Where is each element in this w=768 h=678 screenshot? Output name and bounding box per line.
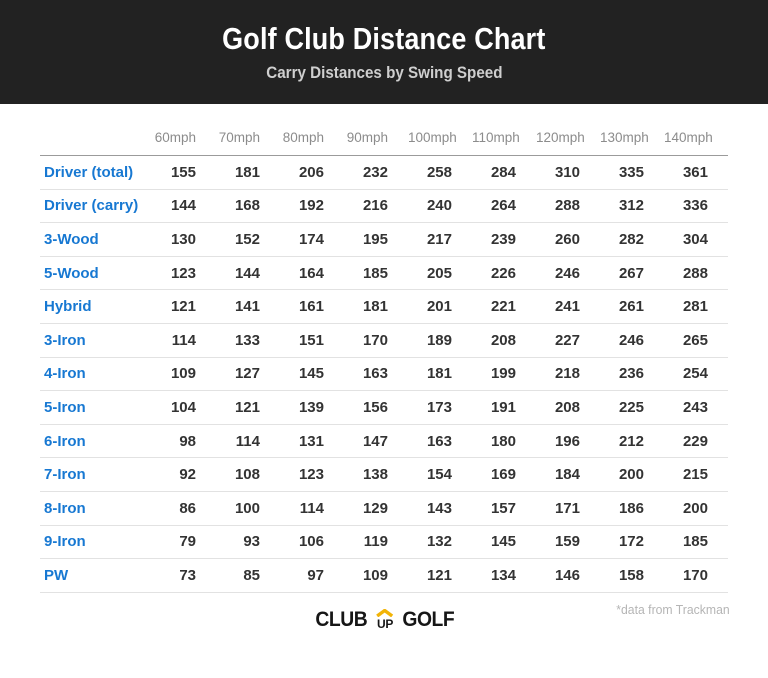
distance-value: 239: [472, 223, 536, 257]
distance-value: 131: [280, 424, 344, 458]
distance-value: 288: [536, 189, 600, 223]
distance-value: 312: [600, 189, 664, 223]
distance-value: 141: [216, 290, 280, 324]
distance-value: 133: [216, 323, 280, 357]
page-title: Golf Club Distance Chart: [222, 21, 546, 56]
distance-value: 225: [600, 391, 664, 425]
table-row: [40, 290, 728, 324]
distance-value: 164: [280, 256, 344, 290]
distance-value: 217: [408, 223, 472, 257]
distance-value: 123: [152, 256, 216, 290]
distance-value: 171: [536, 491, 600, 525]
club-name: 4-Iron: [40, 357, 152, 391]
distance-value: 121: [216, 391, 280, 425]
distance-value: 146: [536, 559, 600, 593]
distance-value: 212: [600, 424, 664, 458]
distance-value: 335: [600, 156, 664, 190]
distance-value: 144: [216, 256, 280, 290]
distance-value: 221: [472, 290, 536, 324]
distance-value: 129: [344, 491, 408, 525]
table-row: [40, 357, 728, 391]
club-name: Driver (carry): [40, 189, 152, 223]
distance-value: 267: [600, 256, 664, 290]
distance-value: 169: [472, 458, 536, 492]
distance-value: 205: [408, 256, 472, 290]
distance-value: 130: [152, 223, 216, 257]
distance-value: 108: [216, 458, 280, 492]
distance-value: 151: [280, 323, 344, 357]
distance-value: 170: [344, 323, 408, 357]
distance-value: 206: [280, 156, 344, 190]
speed-header-140mph: 140mph: [664, 124, 728, 156]
distance-value: 189: [408, 323, 472, 357]
distance-value: 218: [536, 357, 600, 391]
distance-value: 97: [280, 559, 344, 593]
distance-value: 310: [536, 156, 600, 190]
distance-value: 157: [472, 491, 536, 525]
distance-value: 184: [536, 458, 600, 492]
distance-value: 240: [408, 189, 472, 223]
table-row: [40, 559, 728, 593]
distance-value: 121: [152, 290, 216, 324]
distance-table: [40, 124, 728, 593]
distance-value: 261: [600, 290, 664, 324]
page-subtitle: Carry Distances by Swing Speed: [265, 64, 503, 82]
table-row: [40, 156, 728, 190]
table-row: [40, 223, 728, 257]
distance-value: 145: [280, 357, 344, 391]
distance-value: 336: [664, 189, 728, 223]
distance-value: 180: [472, 424, 536, 458]
distance-value: 144: [152, 189, 216, 223]
club-name: 5-Wood: [40, 256, 152, 290]
distance-value: 254: [664, 357, 728, 391]
distance-value: 168: [216, 189, 280, 223]
distance-value: 79: [152, 525, 216, 559]
distance-value: 246: [536, 256, 600, 290]
distance-value: 85: [216, 559, 280, 593]
distance-value: 241: [536, 290, 600, 324]
distance-value: 154: [408, 458, 472, 492]
speed-header-80mph: 80mph: [280, 124, 344, 156]
distance-value: 109: [344, 559, 408, 593]
club-name: Hybrid: [40, 290, 152, 324]
header-row: [40, 124, 728, 156]
distance-value: 163: [408, 424, 472, 458]
club-name: 3-Iron: [40, 323, 152, 357]
distance-value: 93: [216, 525, 280, 559]
distance-value: 282: [600, 223, 664, 257]
speed-header-130mph: 130mph: [600, 124, 664, 156]
table-row: [40, 189, 728, 223]
distance-value: 227: [536, 323, 600, 357]
logo-up-group: [376, 609, 395, 631]
distance-value: 185: [344, 256, 408, 290]
distance-value: 73: [152, 559, 216, 593]
club-name: 9-Iron: [40, 525, 152, 559]
footer: [40, 593, 730, 663]
club-name: PW: [40, 559, 152, 593]
distance-value: 155: [152, 156, 216, 190]
distance-value: 161: [280, 290, 344, 324]
distance-value: 200: [600, 458, 664, 492]
speed-header-90mph: 90mph: [344, 124, 408, 156]
distance-value: 196: [536, 424, 600, 458]
distance-value: 100: [216, 491, 280, 525]
distance-value: 246: [600, 323, 664, 357]
distance-value: 114: [152, 323, 216, 357]
distance-value: 132: [408, 525, 472, 559]
distance-table-wrap: [40, 124, 728, 593]
distance-value: 258: [408, 156, 472, 190]
distance-value: 181: [408, 357, 472, 391]
logo-up-text: UP: [376, 616, 394, 631]
speed-header-row: [40, 124, 728, 156]
distance-value: 156: [344, 391, 408, 425]
distance-value: 159: [536, 525, 600, 559]
distance-value: 143: [408, 491, 472, 525]
distance-value: 98: [152, 424, 216, 458]
distance-value: 201: [408, 290, 472, 324]
distance-value: 288: [664, 256, 728, 290]
distance-value: 284: [472, 156, 536, 190]
distance-value: 216: [344, 189, 408, 223]
distance-value: 236: [600, 357, 664, 391]
distance-value: 232: [344, 156, 408, 190]
distance-value: 170: [664, 559, 728, 593]
distance-value: 304: [664, 223, 728, 257]
distance-value: 158: [600, 559, 664, 593]
header-banner: [0, 0, 768, 104]
table-row: [40, 458, 728, 492]
club-name: 8-Iron: [40, 491, 152, 525]
distance-value: 123: [280, 458, 344, 492]
distance-value: 186: [600, 491, 664, 525]
table-row: [40, 525, 728, 559]
speed-header-100mph: 100mph: [408, 124, 472, 156]
distance-value: 163: [344, 357, 408, 391]
distance-value: 147: [344, 424, 408, 458]
club-up-golf-logo: [313, 609, 457, 631]
distance-value: 208: [472, 323, 536, 357]
distance-value: 134: [472, 559, 536, 593]
distance-value: 172: [600, 525, 664, 559]
club-column-header: [40, 124, 152, 156]
club-name: 3-Wood: [40, 223, 152, 257]
club-rows: [40, 156, 728, 593]
distance-value: 145: [472, 525, 536, 559]
distance-value: 215: [664, 458, 728, 492]
distance-value: 174: [280, 223, 344, 257]
distance-value: 121: [408, 559, 472, 593]
club-name: 7-Iron: [40, 458, 152, 492]
distance-value: 86: [152, 491, 216, 525]
data-source-note: *data from Trackman: [616, 601, 730, 617]
speed-header-70mph: 70mph: [216, 124, 280, 156]
distance-value: 104: [152, 391, 216, 425]
distance-value: 191: [472, 391, 536, 425]
distance-value: 229: [664, 424, 728, 458]
chevron-up-icon: [376, 609, 395, 617]
logo-golf-text: GOLF: [402, 608, 455, 632]
distance-value: 109: [152, 357, 216, 391]
distance-value: 208: [536, 391, 600, 425]
distance-value: 264: [472, 189, 536, 223]
club-name: 6-Iron: [40, 424, 152, 458]
distance-value: 185: [664, 525, 728, 559]
distance-value: 199: [472, 357, 536, 391]
distance-value: 114: [280, 491, 344, 525]
distance-value: 127: [216, 357, 280, 391]
club-name: 5-Iron: [40, 391, 152, 425]
distance-value: 152: [216, 223, 280, 257]
speed-header-120mph: 120mph: [536, 124, 600, 156]
distance-value: 281: [664, 290, 728, 324]
speed-header-110mph: 110mph: [472, 124, 536, 156]
distance-value: 106: [280, 525, 344, 559]
table-row: [40, 491, 728, 525]
distance-value: 361: [664, 156, 728, 190]
club-name: Driver (total): [40, 156, 152, 190]
distance-value: 260: [536, 223, 600, 257]
table-row: [40, 256, 728, 290]
table-row: [40, 424, 728, 458]
distance-value: 192: [280, 189, 344, 223]
table-row: [40, 323, 728, 357]
distance-value: 195: [344, 223, 408, 257]
distance-value: 181: [216, 156, 280, 190]
distance-value: 173: [408, 391, 472, 425]
distance-value: 114: [216, 424, 280, 458]
distance-value: 243: [664, 391, 728, 425]
distance-value: 265: [664, 323, 728, 357]
distance-value: 138: [344, 458, 408, 492]
distance-value: 92: [152, 458, 216, 492]
distance-value: 226: [472, 256, 536, 290]
distance-value: 181: [344, 290, 408, 324]
logo-club-text: CLUB: [315, 608, 368, 632]
distance-value: 139: [280, 391, 344, 425]
distance-value: 200: [664, 491, 728, 525]
distance-value: 119: [344, 525, 408, 559]
speed-header-60mph: 60mph: [152, 124, 216, 156]
table-row: [40, 391, 728, 425]
